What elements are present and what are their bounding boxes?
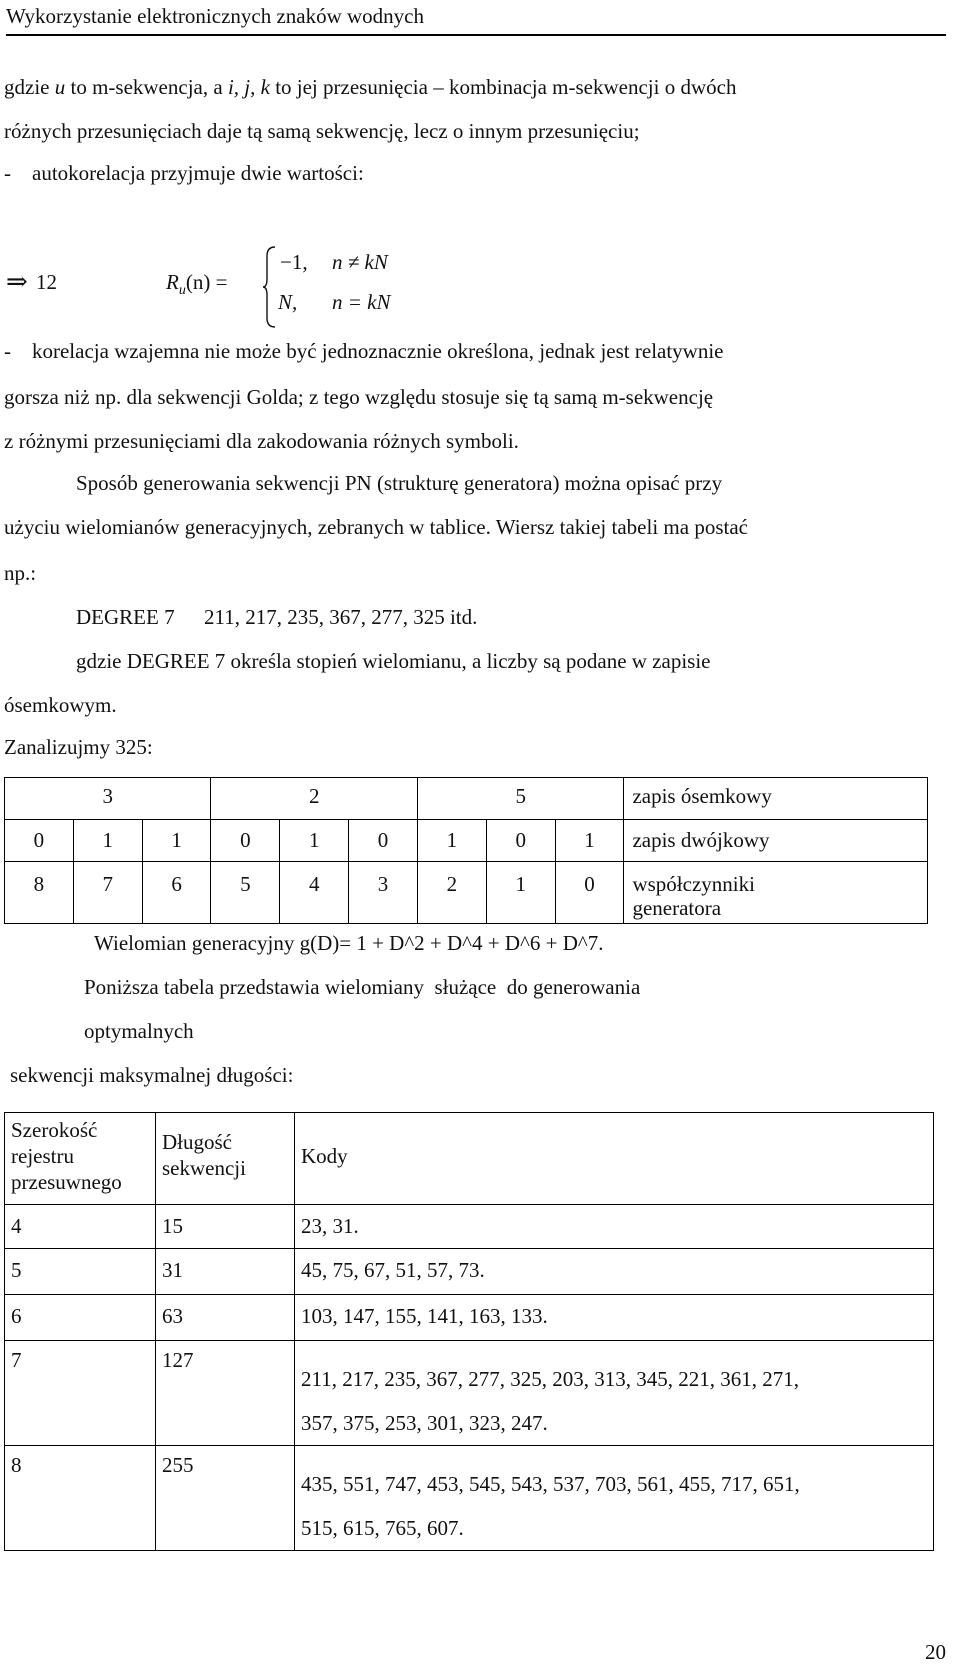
para3-line3: np.: bbox=[4, 561, 37, 585]
bits-table bbox=[4, 777, 928, 924]
table-row bbox=[5, 1295, 934, 1341]
coeff-cell: 7 bbox=[73, 862, 142, 924]
equation-number: 12 bbox=[36, 270, 57, 294]
binary-cell: 1 bbox=[73, 820, 142, 862]
codes-table bbox=[4, 1112, 934, 1551]
page-number: 20 bbox=[925, 1640, 946, 1664]
row-width: 8 bbox=[5, 1446, 156, 1551]
coeff-cell: 1 bbox=[486, 862, 555, 924]
degree-label: DEGREE 7 bbox=[76, 605, 175, 629]
row-codes: 23, 31. bbox=[295, 1205, 934, 1249]
row-width: 4 bbox=[5, 1205, 156, 1249]
coeff-cell: 3 bbox=[349, 862, 418, 924]
binary-cell: 0 bbox=[5, 820, 74, 862]
table-row bbox=[5, 1446, 934, 1551]
brace-icon bbox=[262, 246, 276, 328]
header-sequence-length: Długość sekwencji bbox=[156, 1113, 295, 1205]
octal-digit-5: 5 bbox=[417, 778, 623, 820]
para2-line2: gorsza niż np. dla sekwencji Golda; z tego względu stosuje się tą samą m-sekwencję bbox=[4, 385, 714, 409]
para5-line2: optymalnych bbox=[84, 1019, 194, 1043]
row-codes: 211, 217, 235, 367, 277, 325, 203, 313, 345, 221, 361, 271, 357, 375, 253, 301, 323, 247. bbox=[295, 1341, 934, 1446]
para4-line3: Zanalizujmy 325: bbox=[4, 735, 153, 759]
coeff-cell: 8 bbox=[5, 862, 74, 924]
binary-cell: 0 bbox=[211, 820, 280, 862]
coeff-cell: 5 bbox=[211, 862, 280, 924]
header-register-width: Szerokość rejestru przesuwnego bbox=[5, 1113, 156, 1205]
degree-values: 211, 217, 235, 367, 277, 325 itd. bbox=[204, 605, 478, 629]
para5-line1: Poniższa tabela przedstawia wielomiany służące do generowania bbox=[84, 975, 641, 999]
row-width: 6 bbox=[5, 1295, 156, 1341]
codes-header-row bbox=[5, 1113, 934, 1205]
implies-arrow: ⇒ bbox=[6, 267, 28, 296]
row-length: 63 bbox=[156, 1295, 295, 1341]
binary-label: zapis dwójkowy bbox=[624, 820, 928, 862]
para4-line2: ósemkowym. bbox=[4, 693, 117, 717]
equation-lhs: $R_u(n)$ = bbox=[166, 270, 228, 299]
table-row bbox=[5, 1341, 934, 1446]
row-length: 255 bbox=[156, 1446, 295, 1551]
binary-cell: 0 bbox=[349, 820, 418, 862]
case1-value: −1, bbox=[280, 250, 308, 274]
row-width: 5 bbox=[5, 1249, 156, 1295]
coeff-label: współczynniki generatora bbox=[624, 862, 928, 924]
polynomial-line: Wielomian generacyjny g(D)= 1 + D^2 + D^4 + D^6 + D^7. bbox=[94, 931, 604, 955]
row-codes: 435, 551, 747, 453, 545, 543, 537, 703, 561, 455, 717, 651, 515, 615, 765, 607. bbox=[295, 1446, 934, 1551]
para3-line1: Sposób generowania sekwencji PN (strukturę generatora) można opisać przy bbox=[76, 471, 723, 495]
octal-label: zapis ósemkowy bbox=[624, 778, 928, 820]
table-row-coefficients bbox=[5, 862, 928, 924]
header-codes: Kody bbox=[295, 1113, 934, 1205]
coeff-cell: 6 bbox=[142, 862, 211, 924]
octal-digit-2: 2 bbox=[211, 778, 417, 820]
table-row-octal bbox=[5, 778, 928, 820]
autocorrelation-equation bbox=[0, 246, 500, 330]
para1-line2: różnych przesunięciach daje tą samą sekwencję, lecz o innym przesunięciu; bbox=[4, 119, 640, 143]
para2-line3: z różnymi przesunięciami dla zakodowania różnych symboli. bbox=[4, 429, 519, 453]
binary-cell: 1 bbox=[142, 820, 211, 862]
binary-cell: 1 bbox=[280, 820, 349, 862]
para4-line1: gdzie DEGREE 7 określa stopień wielomianu, a liczby są podane w zapisie bbox=[76, 649, 711, 673]
table-row bbox=[5, 1249, 934, 1295]
coeff-cell: 2 bbox=[417, 862, 486, 924]
binary-cell: 0 bbox=[486, 820, 555, 862]
table-row-binary bbox=[5, 820, 928, 862]
binary-cell: 1 bbox=[555, 820, 624, 862]
case2-value: N, bbox=[278, 290, 298, 314]
para1-line1: gdzie u to m-sekwencja, a i, j, k to jej przesunięcia – kombinacja m-sekwencji o dwóch bbox=[4, 75, 737, 99]
header-title: Wykorzystanie elektronicznych znaków wodnych bbox=[6, 4, 425, 28]
coeff-cell: 4 bbox=[280, 862, 349, 924]
para1-line3: - autokorelacja przyjmuje dwie wartości: bbox=[4, 161, 364, 185]
para3-line2: użyciu wielomianów generacyjnych, zebranych w tablice. Wiersz takiej tabeli ma postać bbox=[4, 515, 748, 539]
case2-condition: n = kN bbox=[332, 290, 391, 314]
row-length: 127 bbox=[156, 1341, 295, 1446]
case1-condition: n ≠ kN bbox=[332, 250, 388, 274]
row-length: 15 bbox=[156, 1205, 295, 1249]
row-codes: 103, 147, 155, 141, 163, 133. bbox=[295, 1295, 934, 1341]
row-length: 31 bbox=[156, 1249, 295, 1295]
table-row bbox=[5, 1205, 934, 1249]
para5-line3: sekwencji maksymalnej długości: bbox=[10, 1063, 294, 1087]
para2-line1: - korelacja wzajemna nie może być jednoznacznie określona, jednak jest relatywnie bbox=[4, 339, 724, 363]
running-header bbox=[6, 0, 946, 36]
coeff-cell: 0 bbox=[555, 862, 624, 924]
row-codes: 45, 75, 67, 51, 57, 73. bbox=[295, 1249, 934, 1295]
binary-cell: 1 bbox=[417, 820, 486, 862]
row-width: 7 bbox=[5, 1341, 156, 1446]
octal-digit-3: 3 bbox=[5, 778, 211, 820]
